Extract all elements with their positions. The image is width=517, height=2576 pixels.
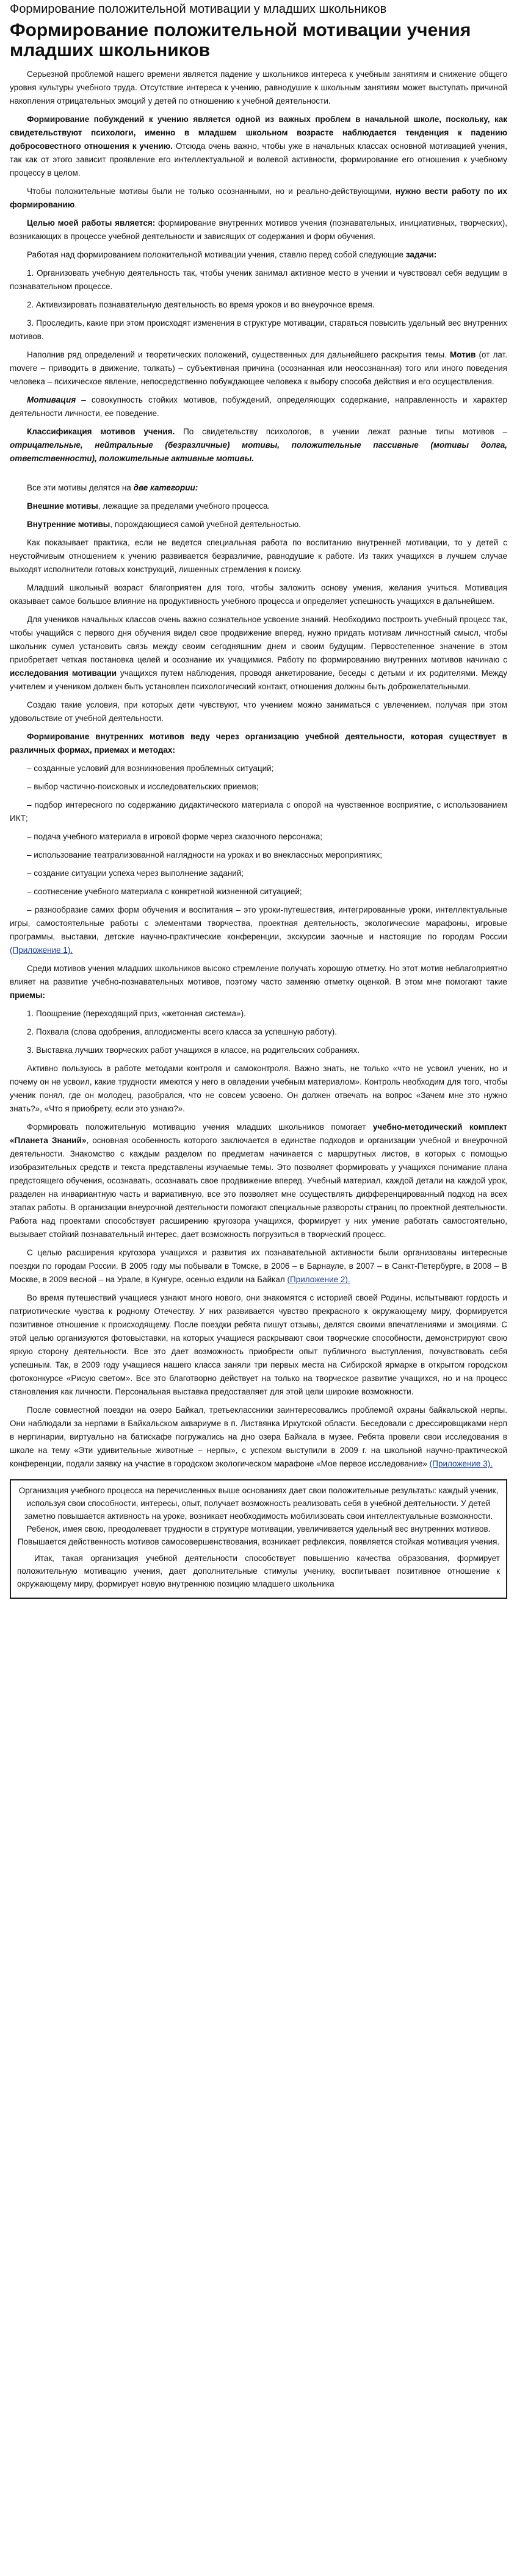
text-run: две категории: <box>133 483 198 492</box>
paragraph <box>10 536 507 576</box>
text-run: отрицательные, нейтральные (безразличные) мотивы, положительные пассивные (мотивы долга, ответственности), положительные активные мотивы. <box>10 440 507 463</box>
text-run: Формирование побуждений к учению является одной из важных проблем в начальной школе, поскольку, как свидетельствуют психологи, именно в младшем школьном возрасте наблюдается тенденция к падению добросовестного отношения к учению. <box>10 115 507 151</box>
text-run: – использование театрализованной наглядности на уроках и во внеклассных мероприятиях; <box>27 850 383 859</box>
text-run: Мотив <box>450 350 476 359</box>
text-run: 1. Организовать учебную деятельность так, чтобы ученик занимал активное место в учении и чувствовал себя ведущим в познавательном процессе. <box>10 268 507 291</box>
text-run: Внешние мотивы <box>27 501 98 511</box>
paragraph <box>10 1121 507 1241</box>
article-body <box>10 68 507 1471</box>
text-run: Все эти мотивы делятся на <box>27 483 134 492</box>
appendix-link[interactable]: (Приложение 1). <box>10 945 73 955</box>
appendix-link[interactable]: (Приложение 2). <box>287 1275 350 1284</box>
text-run: С целью расширения кругозора учащихся и развития их познавательной активности были организованы интересные поездки по городам России. В 2005 году мы побывали в Томске, в 2006 – в Барнауле, в 2007 – в Санкт-Петербурге, в 2008 – В Москве, в 2009 весной – на Урале, в Кунгуре, осенью ездили на Байкал <box>10 1248 507 1284</box>
paragraph <box>10 217 507 243</box>
text-run: 3. Выставка лучших творческих работ учащихся в классе, на родительских собраниях. <box>27 1046 360 1055</box>
paragraph <box>10 113 507 180</box>
paragraph <box>10 348 507 389</box>
text-run: задачи: <box>405 250 437 259</box>
text-run: учебно-методический комплект «Планета Знаний» <box>10 1122 507 1145</box>
paragraph <box>10 1062 507 1116</box>
paragraph <box>10 298 507 312</box>
paragraph <box>10 68 507 108</box>
text-run: – подбор интересного по содержанию дидактического материала с опорой на чувственное восприятие, с использованием ИКТ; <box>10 800 507 823</box>
paragraph <box>10 185 507 212</box>
text-run: После совместной поездки на озеро Байкал, третьеклассники заинтересовались проблемой охраны байкальской нерпы. Они наблюдали за нерпами в Байкальском аквариуме в п. Листвянка Иркутской области. Беседовали с дрессировщиками нерп в нерпинарии, виртуально на батискафе погружались на дно озера Байкала в музее. Ребята провели свои исследования в школе на тему «Эти удивительные животные – нерпы», с успехом выступили в 2009 г. на школьной научно-практической конференции, подали заявку на участие в городском экологическом марафоне «Мое первое исследование» <box>10 1405 507 1468</box>
text-run: – разнообразие самих форм обучения и воспитания – это уроки-путешествия, интегрированные уроки, интеллектуальные игры, самостоятельные работы с элементами творчества, проектная деятельность, экологические марафоны, игровые программы, выставки, детские научно-практические конференции, экскурсии заочные и настоящие по городам России <box>10 905 507 941</box>
appendix-link[interactable]: (Приложение 3). <box>429 1459 493 1468</box>
paragraph <box>10 393 507 420</box>
paragraph <box>10 518 507 531</box>
text-run: . <box>74 200 78 209</box>
text-run: – совокупность стойких мотивов, побуждений, определяющих содержание, направленность и характер деятельности личности, ее поведение. <box>10 395 507 418</box>
paragraph <box>10 248 507 262</box>
paragraph <box>10 425 507 465</box>
paragraph <box>10 849 507 862</box>
text-run: Классификация мотивов учения. <box>27 427 175 436</box>
text-run: , лежащие за пределами учебного процесса. <box>98 501 270 511</box>
text-run: учащихся путем наблюдения, проводя анкетирование, беседы с детьми и их родителями. Между учителем и учеником должен быть установлен психологический контакт, отношения должны быть доброжелательными. <box>10 669 507 691</box>
text-run: (от лат. movere – приводить в движение, толкать) – субъективная причина (осознанная или неосознанная) того или иного поведения человека – психическое явление, непосредственно побуждающее человека к выбору способа действия и его осуществления. <box>10 350 507 386</box>
paragraph <box>10 903 507 957</box>
paragraph <box>10 1404 507 1471</box>
text-run: Как показывает практика, если не ведется специальная работа по воспитанию внутренней мотивации, то у детей с неустойчивым отношением к учению развивается безразличие, равнодушие к работе. Из таких учащихся в лучшем случае выходят исполнители готовых конструкций, лишенных стремления к поиску. <box>10 538 507 574</box>
text-run: Младший школьный возраст благоприятен для того, чтобы заложить основу умения, желания учиться. Мотивация оказывает самое большое влияние на продуктивность учебного процесса и определяет успешность учащихся в дальнейшем. <box>10 583 507 606</box>
text-run: – выбор частично-поисковых и исследовательских приемов; <box>27 782 259 791</box>
paragraph <box>10 500 507 513</box>
text-run: 2. Похвала (слова одобрения, аплодисменты всего класса за успешную работу). <box>27 1027 337 1036</box>
text-run: Создаю такие условия, при которых дети чувствуют, что учением можно заниматься с увлечением, получая при этом удовольствие от учебной деятельности. <box>10 700 507 723</box>
conclusion-text: Организация учебного процесса на перечисленных выше основаниях дает свои положительные результаты: каждый ученик, используя свои способности, интересы, опыт, получает возможность реализовать себя в учебной деятельности. У детей заметно повышается активность на уроке, возникает необходимость мобилизовать свои интеллектуальные возможности. Ребенок, имея свою, преодолевает трудности в структуре мотивации, увеличивается удельный вес внутренних мотивов. Повышается действенность мотивов самосовершенствования, возникает рефлексия, появляется стойкая мотивация учения. <box>17 1486 500 1546</box>
paragraph <box>10 1007 507 1021</box>
text-run: , основная особенность которого заключается в единстве подходов и организации учебной и внеурочной деятельности. Знакомство с каждым разделом по предметам начинается с маршрутных листов, в которых с помощью изобразительных средств и текста представлены изучаемые темы. Это позволяет формировать у учащихся понимание плана предстоящего обучения, осознавать, осознавать свое продвижение вперед. Учебный материал, каждой детали на каждой урок, разделен на инвариантную часть и вариативную, все это позволяет мне осуществлять дифференцированный подход на всех этапах работы. В организации внеурочной деятельности помогают специальные развороты страниц по проектной деятельности. Работа над проектами способствует расширению кругозора учащихся, формирует у них умение работать самостоятельно, вызывает стойкий познавательный интерес, дает возможность погрузиться в творческий процесс. <box>10 1136 508 1239</box>
paragraph <box>10 762 507 775</box>
text-run: Серьезной проблемой нашего времени является падение у школьников интереса к учебным занятиям и снижение общего уровня культуры учебного труда. Отсутствие интереса к учению, равнодушие к школьным занятиям может выступать причиной накопления отрицательных эмоций у детей по отношению к учебной деятельности. <box>10 70 507 106</box>
text-run: , порождающиеся самой учебной деятельностью. <box>110 520 301 529</box>
text-run: – соотнесение учебного материала с конкретной жизненной ситуацией; <box>27 887 302 896</box>
paragraph <box>10 1044 507 1057</box>
text-run: Наполнив ряд определений и теоретических положений, существенных для дальнейшего раскрытия темы. <box>27 350 450 359</box>
conclusion-box <box>10 1479 507 1599</box>
text-run: Мотивация <box>27 395 76 404</box>
paragraph <box>10 267 507 293</box>
text-run: По свидетельству психологов, в учении лежат разные типы мотивов – <box>175 427 507 436</box>
paragraph <box>10 1246 507 1286</box>
text-run: Отсюда очень важно, чтобы уже в начальных классах основной мотивацией учения, так как от этого зависит проявление его интеллектуальной и волевой активности, формирование его отношения к учебному процессу в целом. <box>10 142 507 178</box>
final-text: Итак, такая организация учебной деятельности способствует повышению качества образования, формирует положительную мотивацию учения, дает дополнительные стимулы ученику, воспитывает позитивное отношение к окружающему миру, формирует новую внутреннюю позицию младшего школьника <box>17 1554 500 1588</box>
text-run: Во время путешествий учащиеся узнают много нового, они знакомятся с историей своей Родины, испытывают гордость и патриотические чувства к родному Отечеству. У них развивается чувство прекрасного к окружающему миру, формируется позитивное отношение к происходящему. После поездки ребята пишут отзывы, делятся своими впечатлениями и эмоциями. С этой целью организуются фотовыставки, на которых учащиеся раскрывают свои творческие способности, демонстрируют свою яркую сторону деятельности. Все это дает возможность приобрести опыт публичного выступления, почувствовать себя успешным. Так, в 2009 году учащиеся нашего класса заняли три первых места на Сибирской ярмарке в открытом городском фотоконкурсе «Рисую светом». Все это благотворно действует на только на творческое развитие учащихся, но и на процесс становления как личности. Персональная выставка предоставляет для этой цели широкие возможности. <box>10 1293 507 1396</box>
paragraph <box>10 798 507 825</box>
page-top-title: Формирование положительной мотивации у младших школьников <box>10 2 387 16</box>
text-run: Внутренние мотивы <box>27 520 110 529</box>
paragraph <box>10 885 507 899</box>
text-run: приемы: <box>10 991 46 1000</box>
paragraph <box>10 581 507 608</box>
text-run: исследования мотивации <box>10 669 117 678</box>
text-run: Формирование внутренних мотивов веду через организацию учебной деятельности, которая существует в различных формах, приемах и методах: <box>10 732 507 755</box>
text-run: нужно вести работу по их формированию <box>10 187 507 209</box>
paragraph <box>10 317 507 343</box>
text-run: – подача учебного материала в игровой форме через сказочного персонажа; <box>27 832 323 841</box>
text-run: Среди мотивов учения младших школьников высоко стремление получать хорошую отметку. Но этот мотив неблагоприятно влияет на развитие учебно-познавательных мотивов, поэтому часто заменяю отметку оценкой. В этом мне помогают такие <box>10 964 507 986</box>
paragraph <box>10 481 507 495</box>
paragraph <box>10 962 507 1002</box>
text-run: 1. Поощрение (переходящий приз, «жетонная система»). <box>27 1009 246 1018</box>
paragraph <box>10 698 507 725</box>
page <box>10 0 507 1611</box>
text-run: Формировать положительную мотивацию учения младших школьников помогает <box>27 1122 373 1132</box>
text-run: 3. Проследить, какие при этом происходят изменения в структуре мотивации, стараться повысить удельный вес внутренних мотивов. <box>10 318 507 341</box>
paragraph <box>10 867 507 880</box>
paragraph <box>10 730 507 757</box>
text-run: – создание ситуации успеха через выполнение заданий; <box>27 869 244 878</box>
text-run: Чтобы положительные мотивы были не только осознанными, но и реально-действующими, <box>27 187 396 196</box>
text-run: формирование внутренних мотивов учения (познавательных, инициативных, творческих), возникающих в процессе учебной деятельности и зависящих от содержания и форм обучения. <box>10 218 507 241</box>
text-run: – созданные условий для возникновения проблемных ситуаций; <box>27 764 274 773</box>
paragraph <box>10 1291 507 1399</box>
text-run: Целью моей работы является: <box>27 218 156 228</box>
paragraph <box>10 830 507 844</box>
text-run: 2. Активизировать познавательную деятельность во время уроков и во внеурочное время. <box>27 300 375 309</box>
text-run: Для учеников начальных классов очень важно сознательное усвоение знаний. Необходимо построить учебный процесс так, чтобы учащийся с первого дня обучения видел свое продвижение вперед, нужно придать мотивам личностный смысл, чтобы школьник сумел установить связь между своим сегодняшним днем и своим будущим. Первостепенное значение в этом приобретает четкая постановка целей и осознание их учащимися. Работу по формированию внутренних мотивов начинаю с <box>10 615 507 664</box>
paragraph <box>10 613 507 694</box>
paragraph <box>10 780 507 794</box>
text-run: Активно пользуюсь в работе методами контроля и самоконтроля. Важно знать, не только «что не усвоил ученик, но и почему он не усвоил, какие трудности имеются у него в овладении учебным материалом». Контроль необходим для того, чтобы ученик понял, где он молодец, разобрался, что не совсем усвоено. Он должен отвечать на вопрос «Зачем мне это нужно знать?», «Что я приобрету, если это узнаю?». <box>10 1064 507 1113</box>
paragraph <box>10 1025 507 1039</box>
article-title: Формирование положительной мотивации учения младших школьников <box>10 20 471 60</box>
text-run: Работая над формированием положительной мотивации учения, ставлю перед собой следующие <box>27 250 406 259</box>
